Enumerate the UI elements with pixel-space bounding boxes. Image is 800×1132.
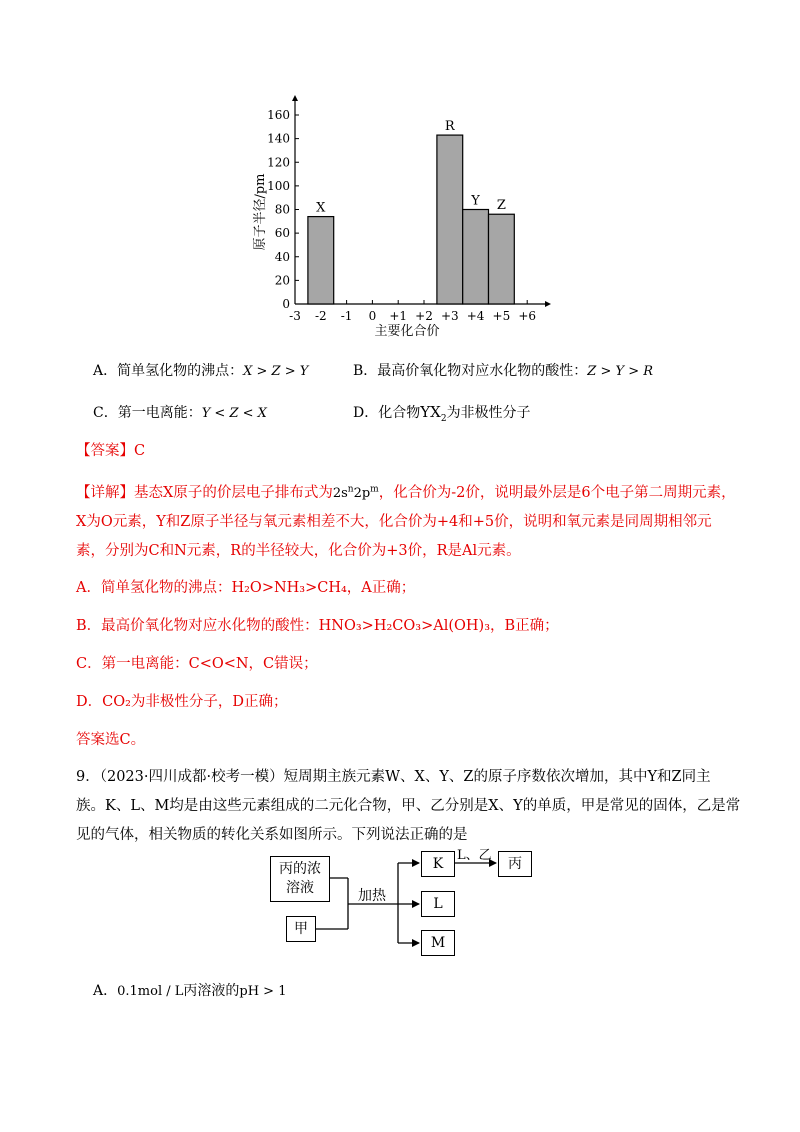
bar-label-y: Y bbox=[471, 193, 480, 209]
y-tick-label: 20 bbox=[274, 273, 290, 288]
x-tick-label: -1 bbox=[340, 309, 353, 323]
atomic-radius-chart bbox=[250, 90, 560, 350]
y-tick-label: 60 bbox=[274, 226, 290, 241]
option-b bbox=[353, 360, 653, 380]
detail-tag: 【详解】 bbox=[76, 485, 134, 501]
y-tick-label: 100 bbox=[267, 178, 290, 193]
bar-label-x: X bbox=[316, 200, 326, 216]
explain-final: 答案选C。 bbox=[76, 732, 146, 748]
heat-label: 加热 bbox=[358, 888, 386, 904]
q9-line-1: 9．（2023·四川成都·校考一模）短周期主族元素W、X、Y、Z的原子序数依次增加，其中Y和Z同主 bbox=[76, 769, 711, 785]
explain-c: C．第一电离能：C<O<N，C错误； bbox=[76, 656, 318, 672]
option-a-expr: X > Z > Y bbox=[243, 364, 309, 379]
explain-a: A．简单氢化物的沸点：H₂O>NH₃>CH₄，A正确； bbox=[76, 580, 416, 596]
box-k: K bbox=[421, 851, 455, 877]
option-c-expr: Y < Z < X bbox=[201, 406, 267, 421]
arrow-label: L、乙 bbox=[457, 848, 492, 863]
y-tick-label: 0 bbox=[282, 297, 290, 311]
answer-value: C bbox=[134, 443, 146, 459]
box-bing: 丙 bbox=[498, 851, 532, 877]
q9-line-3: 见的气体，相关物质的转化关系如图所示。下列说法正确的是 bbox=[76, 827, 468, 843]
option-c bbox=[93, 402, 267, 422]
answer-line bbox=[76, 441, 145, 461]
answer-tag: 【答案】 bbox=[76, 443, 134, 459]
option-b-text: B．最高价氧化物对应水化物的酸性： bbox=[353, 363, 588, 379]
box-l: L bbox=[421, 891, 455, 917]
detail-line-1: 【详解】基态X原子的价层电子排布式为$2s^n2p^m$，化合价为-2价，说明最外层是6个电子第二周期元素， bbox=[76, 484, 736, 501]
q9-option-a: A．0.1mol / L丙溶液的pH > 1 bbox=[93, 983, 287, 999]
option-a bbox=[93, 360, 308, 380]
box-concentrated-bing: 丙的浓 溶液 bbox=[270, 856, 330, 902]
y-tick-label: 120 bbox=[267, 155, 290, 170]
x-tick-label: +2 bbox=[415, 309, 433, 323]
x-axis-arrow bbox=[545, 301, 551, 307]
option-d bbox=[353, 402, 531, 422]
x-tick-label: +4 bbox=[466, 309, 485, 323]
x-tick-label: +1 bbox=[389, 309, 408, 323]
bar-label-r: R bbox=[444, 119, 455, 135]
bar-z bbox=[489, 214, 515, 304]
bar-y bbox=[463, 210, 489, 305]
chart-layer bbox=[252, 95, 551, 339]
detail-line-3: 素，分别为C和N元素，R的半径较大，化合价为+3价，R是Al元素。 bbox=[76, 543, 521, 559]
bar-x bbox=[308, 217, 334, 304]
q9-option-a-expr: 0.1mol / L bbox=[117, 984, 184, 999]
y-tick-label: 140 bbox=[267, 131, 290, 146]
detail-line-2: X为O元素，Y和Z原子半径与氧元素相差不大，化合价为+4和+5价，说明和氧元素是同周期相邻元 bbox=[76, 514, 712, 530]
electron-config: $2s^n2p^m$ bbox=[332, 484, 379, 501]
y-tick-label: 40 bbox=[274, 249, 290, 264]
x-tick-label: +5 bbox=[492, 309, 511, 323]
x-tick-label: -2 bbox=[314, 309, 327, 323]
y-tick-label: 160 bbox=[267, 108, 290, 122]
bar-label-z: Z bbox=[496, 198, 506, 214]
option-d-formula: $YX_2$ bbox=[420, 403, 447, 424]
y-axis-arrow bbox=[292, 95, 298, 101]
bar-r bbox=[437, 135, 463, 304]
x-axis-title: 主要化合价 bbox=[374, 324, 440, 339]
x-tick-label: -3 bbox=[289, 309, 301, 323]
x-tick-label: +6 bbox=[518, 309, 537, 323]
explain-d: D．CO₂为非极性分子，D正确； bbox=[76, 694, 288, 710]
option-c-text: C．第一电离能： bbox=[93, 405, 202, 421]
option-d-suffix: 为非极性分子 bbox=[446, 405, 531, 421]
x-tick-label: 0 bbox=[368, 309, 377, 323]
x-tick-label: +3 bbox=[440, 309, 459, 323]
y-axis-title: 原子半径/pm bbox=[253, 173, 268, 251]
option-b-expr: Z > Y > R bbox=[587, 364, 654, 379]
option-a-text: A．简单氢化物的沸点： bbox=[93, 363, 244, 379]
q9-line-2: 族。K、L、M均是由这些元素组成的二元化合物，甲、乙分别是X、Y的单质，甲是常见的固体，乙是常 bbox=[76, 798, 741, 814]
box-m: M bbox=[421, 930, 455, 956]
option-d-text: D．化合物 bbox=[353, 405, 421, 421]
y-tick-label: 80 bbox=[274, 202, 290, 217]
q9-option-a-expr2: pH > 1 bbox=[239, 984, 287, 999]
box-jia: 甲 bbox=[286, 916, 316, 942]
explain-b: B．最高价氧化物对应水化物的酸性：HNO₃>H₂CO₃>Al(OH)₃，B正确； bbox=[76, 618, 559, 634]
